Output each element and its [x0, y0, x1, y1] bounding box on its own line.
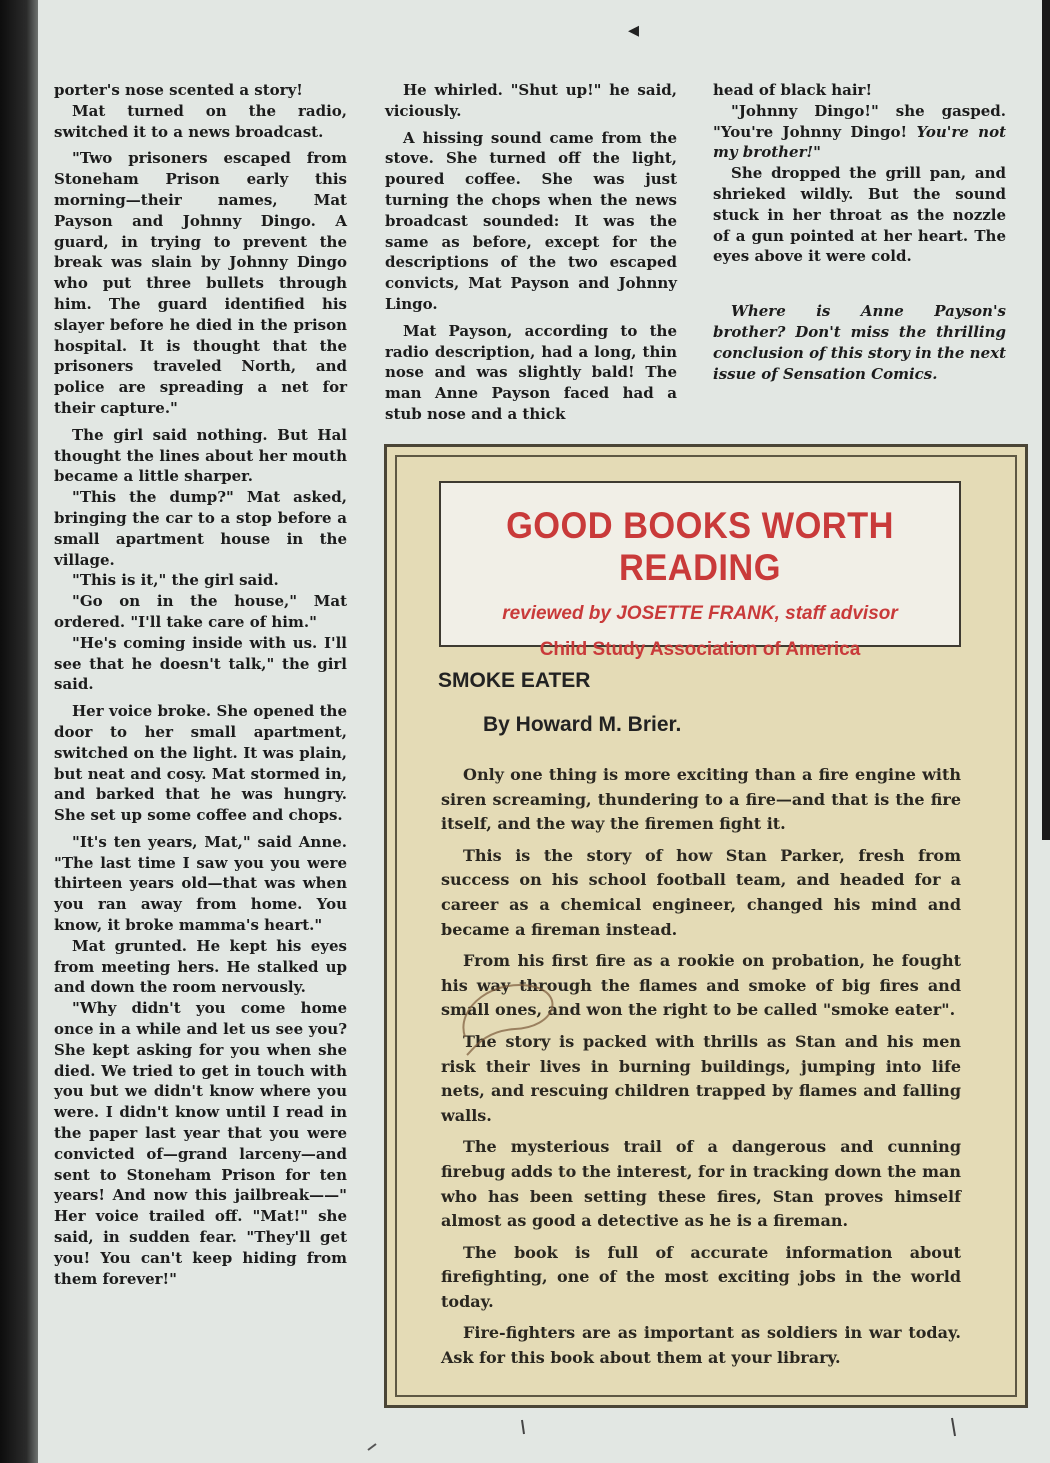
story-paragraph: A hissing sound came from the stove. She turned off the light, poured coffee. She was just turning the chops when the news broadcast sounded: It was the same as before, except for the descriptions of the two escaped convicts, Mat Payson and Johnny Lingo.: [385, 128, 677, 313]
pencil-scribble-icon: [455, 967, 575, 1057]
story-paragraph: Mat turned on the radio, switched it to a news broadcast.: [54, 101, 347, 141]
story-column-3: [713, 80, 1006, 384]
review-paragraph: The mysterious trail of a dangerous and cunning firebug adds to the interest, for in tracking down the man who has been setting these fires, Stan proves himself almost as good a detective as he is a fireman.: [441, 1137, 961, 1231]
dialogue-italic-text: You're not my brother!": [713, 122, 1006, 162]
review-paragraph: The story is packed with thrills as Stan and his men risk their lives in burning buildings, jumping into life nets, and rescuing children trapped by flames and falling walls.: [441, 1031, 961, 1125]
organization-name: Child Study Association of America: [539, 639, 861, 660]
review-header-title: GOOD BOOKS WORTH READING: [506, 505, 894, 588]
book-review-frame: [395, 455, 1017, 1397]
page-stain-marks: [38, 1410, 1050, 1463]
story-column-1: [54, 80, 347, 1289]
arrow-mark-icon: ◂: [628, 18, 640, 43]
review-paragraph: Only one thing is more exciting than a fire engine with siren screaming, thundering to a fire—and that is the fire itself, and the way the firemen fight it.: [441, 765, 961, 834]
story-paragraph: "This the dump?" Mat asked, bringing the car to a stop before a small apartment house in the village.: [54, 488, 347, 569]
story-paragraph: head of black hair!: [713, 81, 873, 99]
book-author: By Howard M. Brier.: [483, 713, 682, 736]
story-paragraph: She dropped the grill pan, and shrieked wildly. But the sound stuck in her throat as the nozzle of a gun pointed at her heart. The eyes above it were cold.: [713, 164, 1006, 266]
book-title: SMOKE EATER: [438, 669, 591, 692]
dialogue-text: "Johnny Dingo!" she gasped. "You're Johnny Dingo!: [713, 101, 1006, 141]
review-paragraph: From his first fire as a rookie on probation, he fought his way through the flames and smoke of big fires and small ones, and won the right to be called "smoke eater".: [441, 951, 961, 1020]
story-paragraph: "Why didn't you come home once in a while and let us see you? She kept asking for you when she died. We tried to get in touch with you but we didn't know where you were. I didn't know until I read in the paper last year that you were convicted of—grand larceny—and sent to Stoneham Prison for ten years! And now this jailbreak——" Her voice trailed off. "Mat!" she said, in sudden fear. "They'll get you! You can't keep hiding from them forever!": [54, 999, 347, 1288]
review-header: [439, 481, 961, 660]
story-paragraph: porter's nose scented a story!: [54, 81, 303, 99]
story-paragraph: [713, 101, 1006, 163]
story-column-2: [385, 80, 677, 425]
next-issue-promo: Where is Anne Payson's brother? Don't miss the thrilling conclusion of this story in the next issue of Sensation Comics.: [713, 302, 1006, 383]
review-body: [441, 763, 961, 1378]
story-paragraph: "He's coming inside with us. I'll see that he doesn't talk," the girl said.: [54, 633, 347, 694]
review-paragraph: Fire-fighters are as important as soldiers in war today. Ask for this book about them at your library.: [441, 1323, 961, 1368]
story-paragraph: Mat Payson, according to the radio description, had a long, thin nose and was slightly bald! The man Anne Payson faced had a stub nose and a thick: [385, 321, 677, 423]
story-paragraph: He whirled. "Shut up!" he said, viciously.: [385, 81, 677, 120]
story-paragraph: "It's ten years, Mat," said Anne. "The last time I saw you you were thirteen years old—that was when you ran away from home. You know, it broke mamma's heart.": [54, 832, 347, 935]
story-paragraph: "This is it," the girl said.: [72, 571, 279, 590]
story-paragraph: Her voice broke. She opened the door to her small apartment, switched on the light. It was plain, but neat and cosy. Mat stormed in, and barked that he was hungry. She set up some coffee and chops.: [54, 702, 347, 825]
story-paragraph: "Go on in the house," Mat ordered. "I'll take care of him.": [54, 592, 347, 631]
right-edge-shadow: [1042, 0, 1050, 840]
story-paragraph: Mat grunted. He kept his eyes from meeting hers. He stalked up and down the room nervously.: [54, 936, 347, 997]
review-paragraph: This is the story of how Stan Parker, fresh from success on his school football team, and headed for a career as a chemical engineer, changed his mind and became a fireman instead.: [441, 845, 961, 939]
book-review-box: [384, 444, 1028, 1408]
story-paragraph: The girl said nothing. But Hal thought the lines about her mouth became a little sharper.: [54, 425, 347, 486]
page-edge-shadow: [0, 0, 38, 1463]
review-paragraph: The book is full of accurate information about firefighting, one of the most exciting jobs in the world today.: [441, 1242, 961, 1311]
reviewer-credit: reviewed by JOSETTE FRANK, staff advisor: [502, 603, 898, 624]
story-paragraph: "Two prisoners escaped from Stoneham Prison early this morning—their names, Mat Payson and Johnny Dingo. A guard, in trying to prevent the break was slain by Johnny Dingo who put three bullets through him. The guard identified his slayer before he died in the prison hospital. It is thought that the prisoners traveled North, and police are spreading a net for their capture.": [54, 149, 347, 417]
